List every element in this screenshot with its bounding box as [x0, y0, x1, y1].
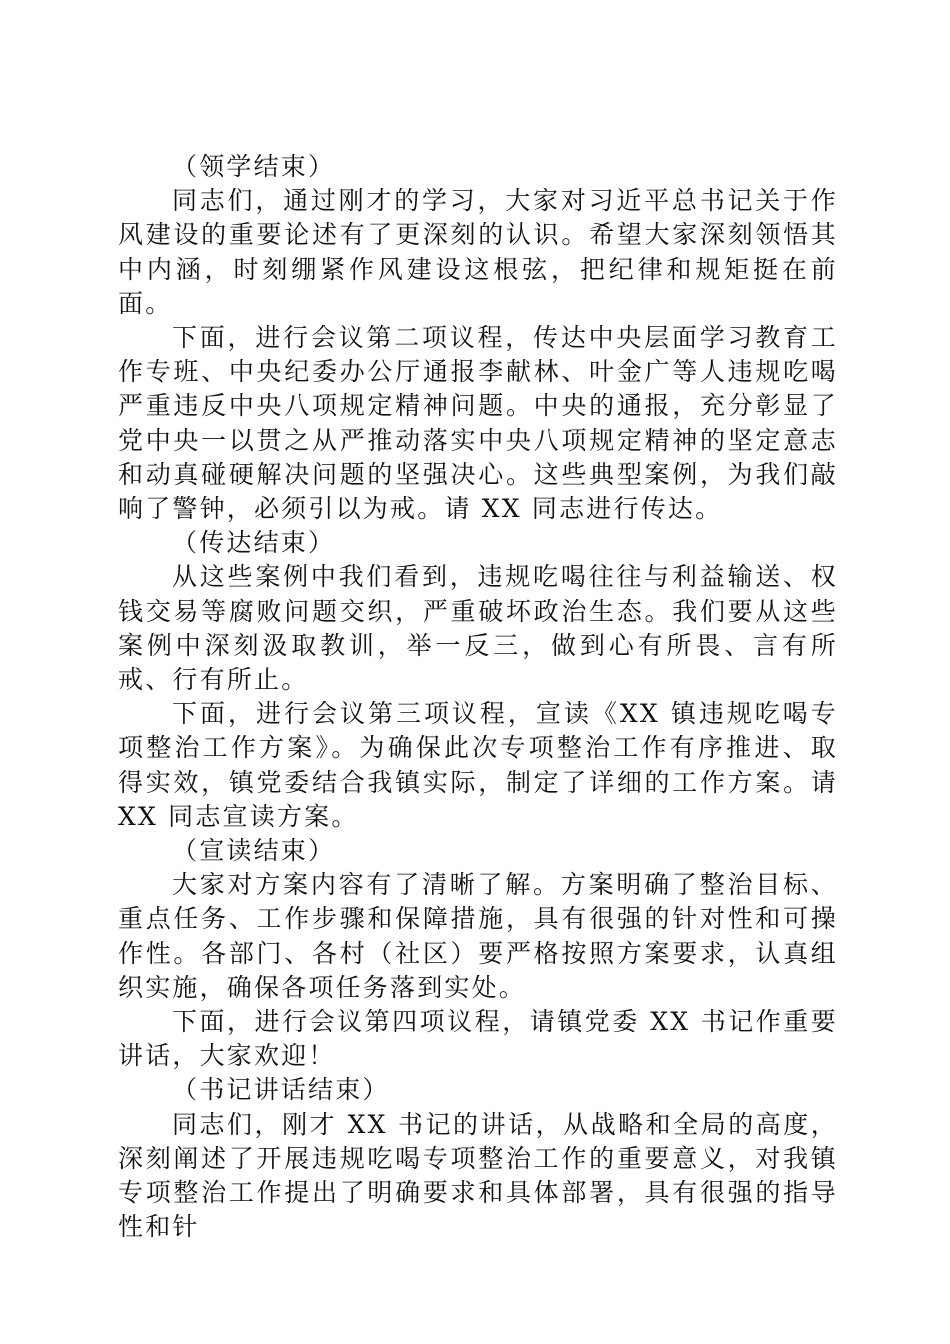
paragraph-case-lessons: 从这些案例中我们看到，违规吃喝往往与利益输送、权钱交易等腐败问题交织，严重破坏政治生态。我们要从这些案例中深刻汲取教训，举一反三，做到心有所畏、言有所戒、行有所止。: [118, 562, 838, 695]
stage-note-relay-end: （传达结束）: [172, 528, 336, 558]
stage-note-reading-end: （宣读结束）: [172, 836, 336, 866]
paragraph-agenda-item-three: 下面，进行会议第三项议程，宣读《XX 镇违规吃喝专项整治工作方案》。为确保此次专项整治工作有序推进、取得实效，镇党委结合我镇实际，制定了详细的工作方案。请 XX 同志宣读方案。: [118, 699, 838, 831]
paragraph-plan-summary: 大家对方案内容有了清晰了解。方案明确了整治目标、重点任务、工作步骤和保障措施，具有很强的针对性和可操作性。各部门、各村（社区）要严格按照方案要求，认真组织实施，确保各项任务落到实处。: [118, 870, 838, 1002]
paragraph-study-summary: 同志们，通过刚才的学习，大家对习近平总书记关于作风建设的重要论述有了更深刻的认识。希望大家深刻领悟其中内涵，时刻绷紧作风建设这根弦，把纪律和规矩挺在前面。: [118, 186, 838, 318]
stage-note-speech-end: （书记讲话结束）: [172, 1075, 390, 1105]
paragraph-agenda-item-four: 下面，进行会议第四项议程，请镇党委 XX 书记作重要讲话，大家欢迎！: [118, 1007, 838, 1071]
paragraph-speech-summary: 同志们，刚才 XX 书记的讲话，从战略和全局的高度，深刻阐述了开展违规吃喝专项整治工作的重要意义，对我镇专项整治工作提出了明确要求和具体部署，具有很强的指导性和针: [118, 1109, 838, 1242]
stage-note-study-end: （领学结束）: [172, 152, 336, 181]
paragraph-agenda-item-two: 下面，进行会议第二项议程，传达中央层面学习教育工作专班、中央纪委办公厅通报李献林、叶金广等人违规吃喝严重违反中央八项规定精神问题。中央的通报，充分彰显了党中央一以贯之从严推动落实中央八项规定精神的坚定意志和动真碰硬解决问题的坚强决心。这些典型案例，为我们敲响了警钟，必须引以为戒。请 XX 同志进行传达。: [118, 323, 838, 524]
document-body: [118, 150, 838, 1245]
